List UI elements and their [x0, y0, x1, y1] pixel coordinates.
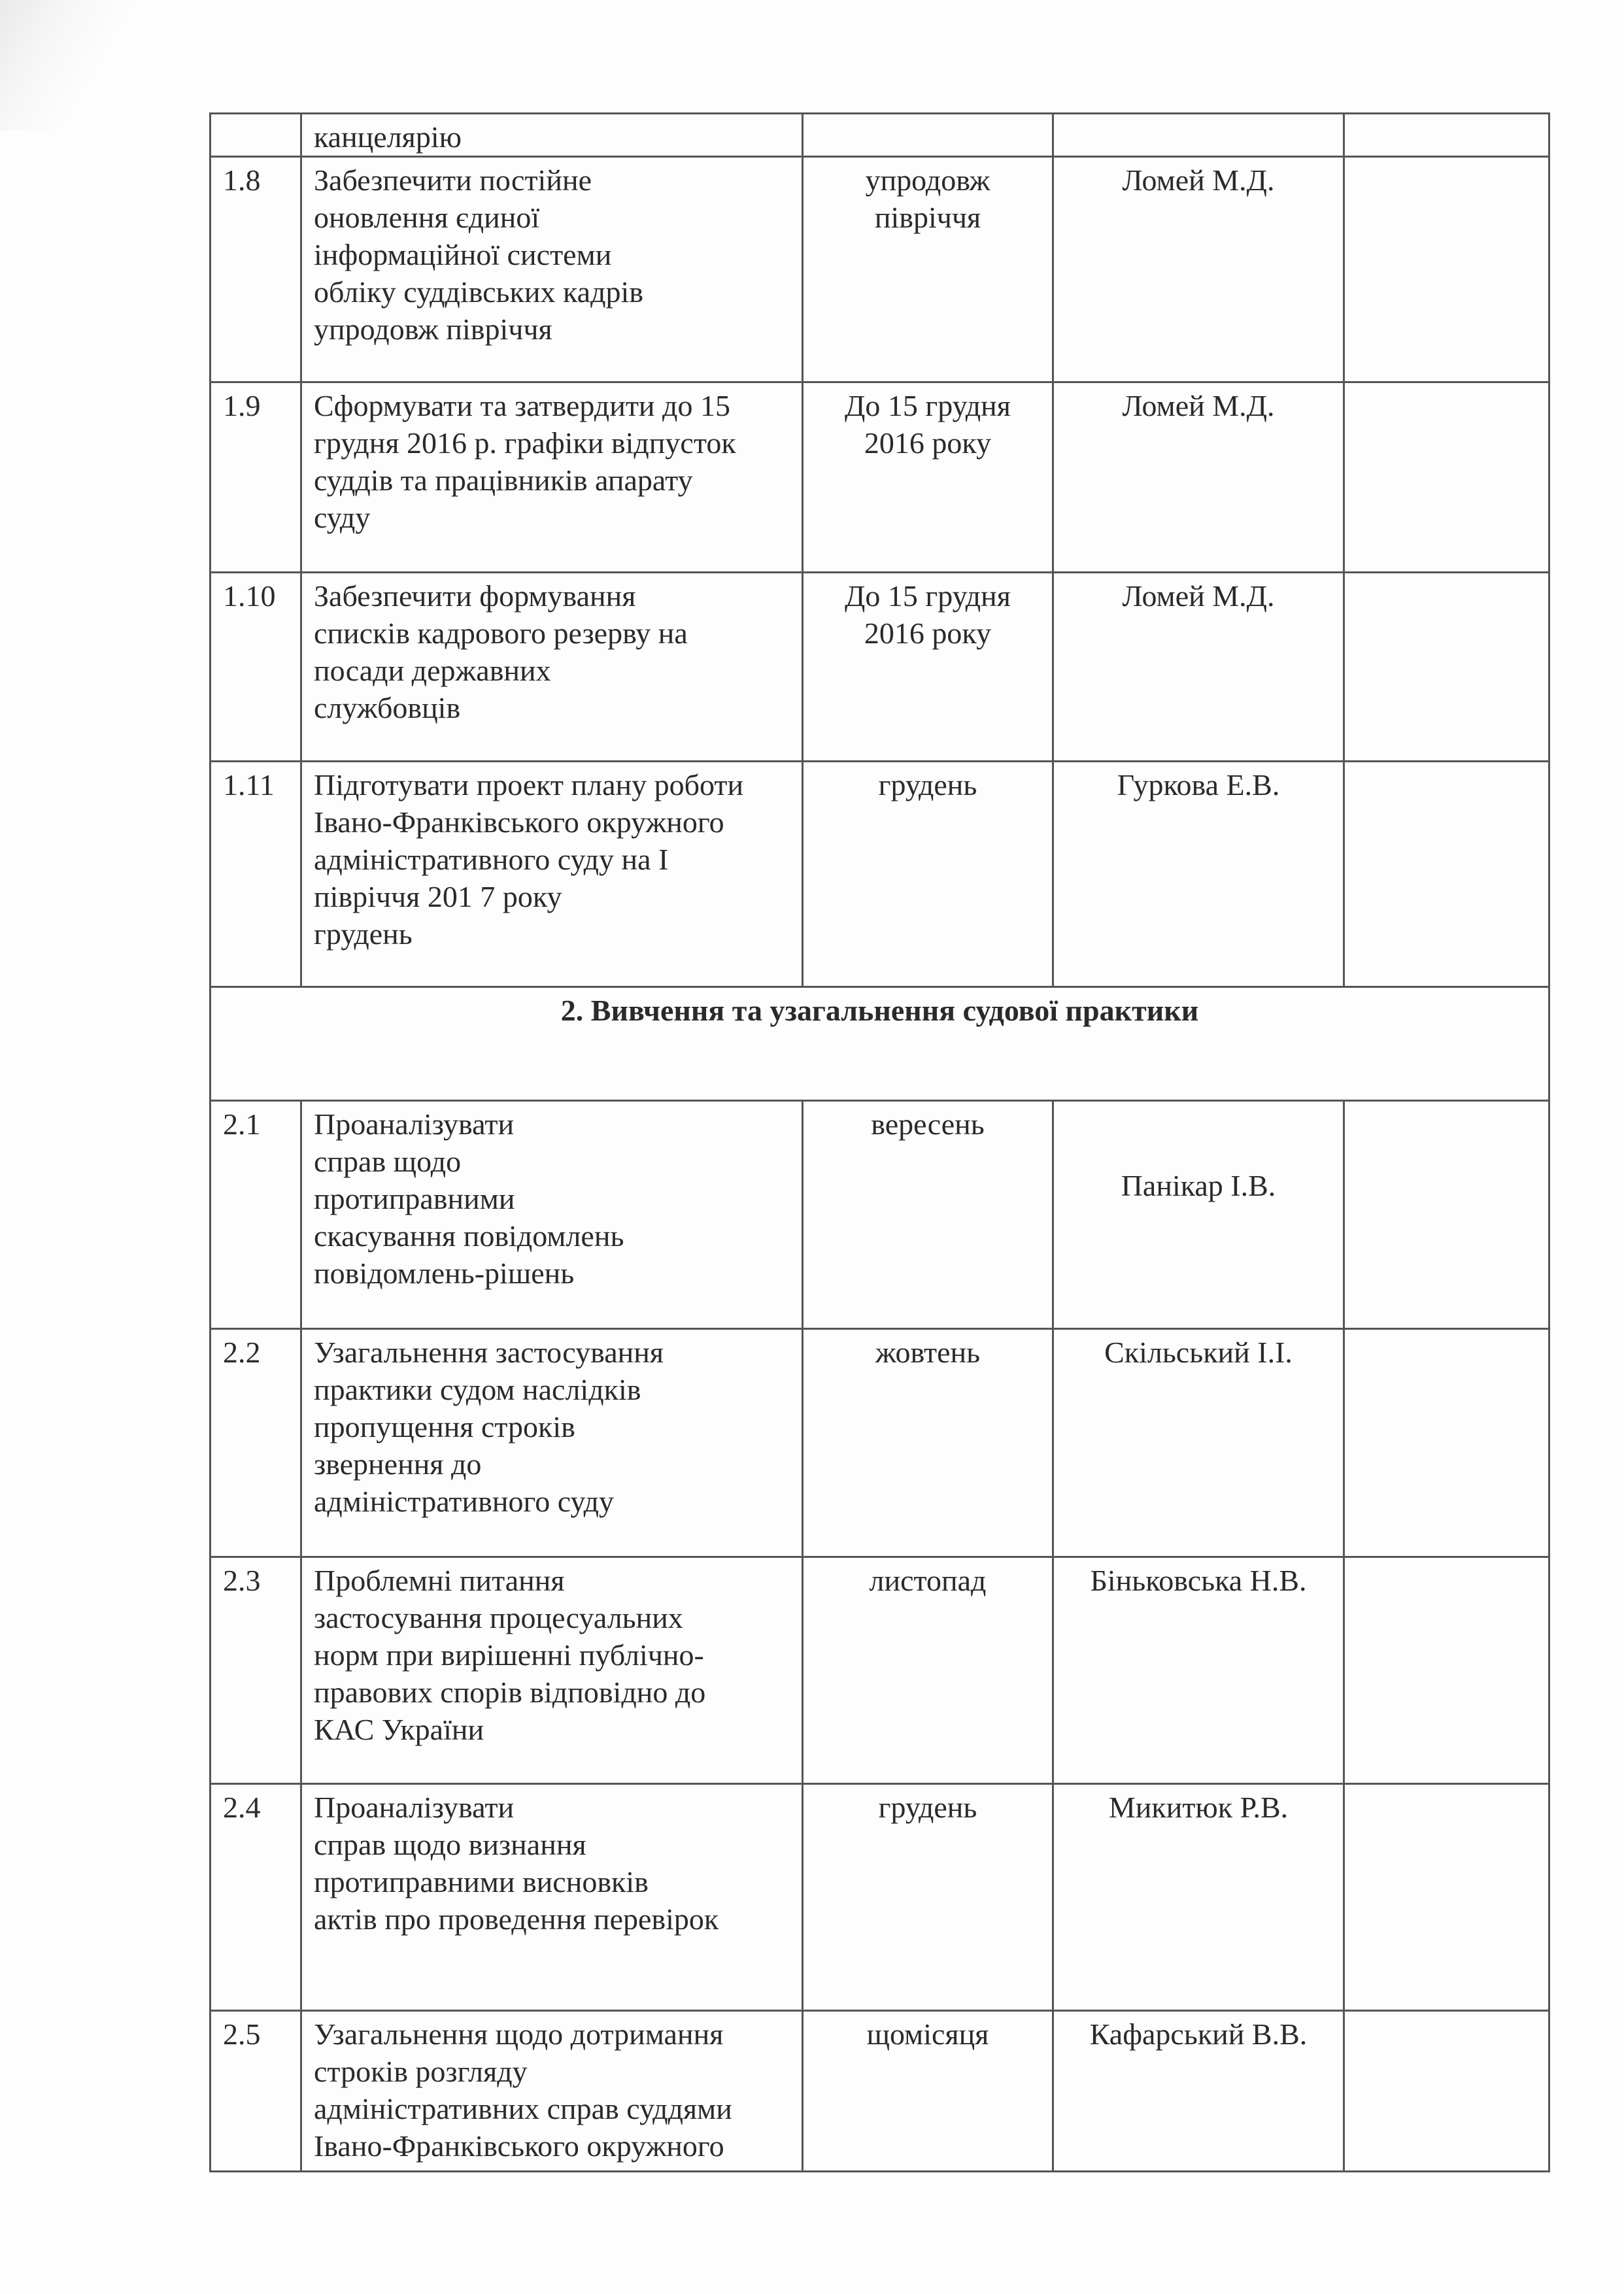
- table-row: [211, 1101, 1549, 1329]
- task-description: [301, 762, 803, 987]
- description-line: Сформувати та затвердити до 15: [314, 389, 730, 422]
- deadline: [803, 762, 1053, 987]
- description-line: норм при вирішенні публічно-: [314, 1638, 704, 1672]
- description-line: упродовж півріччя: [314, 312, 552, 346]
- description-line: суду: [314, 501, 371, 534]
- description-line: грудня 2016 р. графіки відпусток: [314, 426, 736, 460]
- deadline: [803, 157, 1053, 382]
- deadline-line: До 15 грудня: [845, 389, 1011, 422]
- item-number: 2.1: [211, 1101, 301, 1329]
- deadline-line: 2016 року: [864, 426, 992, 460]
- description-line: Проаналізувати: [314, 1791, 515, 1824]
- deadline: [803, 1329, 1053, 1557]
- description-line: суддів та працівників апарату: [314, 464, 693, 497]
- deadline: [803, 573, 1053, 762]
- description-line: Узагальнення застосування: [314, 1336, 664, 1369]
- task-description: [301, 1329, 803, 1557]
- description-line: Забезпечити формування: [314, 579, 636, 613]
- section-header-row: [211, 987, 1549, 1101]
- item-number: 2.3: [211, 1557, 301, 1784]
- notes-cell: [1344, 1101, 1549, 1329]
- description-line: службовців: [314, 691, 461, 724]
- description-line: справ щодо визнання: [314, 1828, 586, 1861]
- deadline-line: вересень: [871, 1107, 985, 1141]
- deadline: [803, 382, 1053, 573]
- description-line: інформаційної системи: [314, 238, 612, 271]
- description-line: протиправними: [314, 1182, 515, 1215]
- description-line: застосування процесуальних: [314, 1601, 683, 1634]
- description-line: пропущення строків: [314, 1410, 575, 1443]
- item-number: 2.2: [211, 1329, 301, 1557]
- description-line: канцелярію: [314, 120, 462, 154]
- deadline-line: 2016 року: [864, 616, 992, 650]
- deadline: [803, 1784, 1053, 2011]
- description-line: повідомлень-рішень: [314, 1257, 575, 1290]
- deadline-line: грудень: [878, 768, 977, 801]
- table-row: [211, 1784, 1549, 2011]
- table-row: [211, 573, 1549, 762]
- notes-cell: [1344, 1329, 1549, 1557]
- scan-shadow: [0, 0, 150, 131]
- description-line: КАС України: [314, 1713, 484, 1746]
- description-line: півріччя 201 7 року: [314, 880, 562, 913]
- deadline: [803, 114, 1053, 157]
- item-number: 1.10: [211, 573, 301, 762]
- responsible-person: Панікар І.В.: [1053, 1101, 1344, 1329]
- notes-cell: [1344, 573, 1549, 762]
- task-description: [301, 1784, 803, 2011]
- task-description: [301, 1101, 803, 1329]
- description-line: списків кадрового резерву на: [314, 616, 688, 650]
- description-line: протиправними висновків: [314, 1865, 649, 1898]
- description-line: адміністративних справ суддями: [314, 2092, 732, 2125]
- section-title: 2. Вивчення та узагальнення судової практики: [211, 987, 1549, 1101]
- notes-cell: [1344, 1557, 1549, 1784]
- deadline-line: До 15 грудня: [845, 579, 1011, 613]
- deadline-line: упродовж: [865, 163, 990, 197]
- deadline: [803, 1101, 1053, 1329]
- notes-cell: [1344, 157, 1549, 382]
- description-line: адміністративного суду: [314, 1485, 615, 1518]
- description-line: Проаналізувати: [314, 1107, 515, 1141]
- item-number: 1.8: [211, 157, 301, 382]
- description-line: обліку суддівських кадрів: [314, 275, 643, 309]
- notes-cell: [1344, 382, 1549, 573]
- notes-cell: [1344, 1784, 1549, 2011]
- table-row: [211, 1557, 1549, 1784]
- item-number: 2.5: [211, 2011, 301, 2172]
- deadline: [803, 1557, 1053, 1784]
- description-line: строків розгляду: [314, 2055, 528, 2088]
- responsible-person: Ломей М.Д.: [1053, 382, 1344, 573]
- deadline-line: півріччя: [874, 201, 981, 234]
- responsible-person: Микитюк Р.В.: [1053, 1784, 1344, 2011]
- description-line: Забезпечити постійне: [314, 163, 592, 197]
- table-row: [211, 382, 1549, 573]
- description-line: скасування повідомлень: [314, 1219, 624, 1253]
- table-row: [211, 2011, 1549, 2172]
- item-number: 1.11: [211, 762, 301, 987]
- responsible-person: [1053, 114, 1344, 157]
- description-line: Узагальнення щодо дотримання: [314, 2017, 724, 2051]
- responsible-person: Гуркова Е.В.: [1053, 762, 1344, 987]
- table-row: [211, 157, 1549, 382]
- description-line: грудень: [314, 917, 413, 951]
- task-description: [301, 1557, 803, 1784]
- notes-cell: [1344, 2011, 1549, 2172]
- description-line: адміністративного суду на І: [314, 843, 669, 876]
- deadline-line: щомісяця: [866, 2017, 989, 2051]
- deadline-line: листопад: [869, 1564, 987, 1597]
- task-description: [301, 382, 803, 573]
- item-number: [211, 114, 301, 157]
- description-line: Проблемні питання: [314, 1564, 565, 1597]
- description-line: Івано-Франківського окружного: [314, 805, 724, 839]
- item-number: 1.9: [211, 382, 301, 573]
- table-row: [211, 114, 1549, 157]
- task-description: [301, 157, 803, 382]
- deadline-line: грудень: [878, 1791, 977, 1824]
- table-body: [211, 114, 1549, 2172]
- description-line: справ щодо: [314, 1145, 462, 1178]
- description-line: посади державних: [314, 654, 551, 687]
- responsible-person: Кафарський В.В.: [1053, 2011, 1344, 2172]
- deadline: [803, 2011, 1053, 2172]
- task-description: [301, 2011, 803, 2172]
- table-row: [211, 762, 1549, 987]
- table-row: [211, 1329, 1549, 1557]
- description-line: Підготувати проект плану роботи: [314, 768, 744, 801]
- deadline-line: жовтень: [875, 1336, 981, 1369]
- notes-cell: [1344, 114, 1549, 157]
- task-description: [301, 114, 803, 157]
- responsible-person: Ломей М.Д.: [1053, 573, 1344, 762]
- task-description: [301, 573, 803, 762]
- responsible-person: Біньковська Н.В.: [1053, 1557, 1344, 1784]
- description-line: практики судом наслідків: [314, 1373, 641, 1406]
- description-line: звернення до: [314, 1447, 482, 1481]
- description-line: актів про проведення перевірок: [314, 1902, 719, 1936]
- description-line: правових спорів відповідно до: [314, 1676, 706, 1709]
- work-plan-table: [209, 112, 1550, 2172]
- notes-cell: [1344, 762, 1549, 987]
- responsible-person: Скільський І.І.: [1053, 1329, 1344, 1557]
- description-line: Івано-Франківського окружного: [314, 2129, 724, 2163]
- responsible-person: Ломей М.Д.: [1053, 157, 1344, 382]
- item-number: 2.4: [211, 1784, 301, 2011]
- description-line: оновлення єдиної: [314, 201, 540, 234]
